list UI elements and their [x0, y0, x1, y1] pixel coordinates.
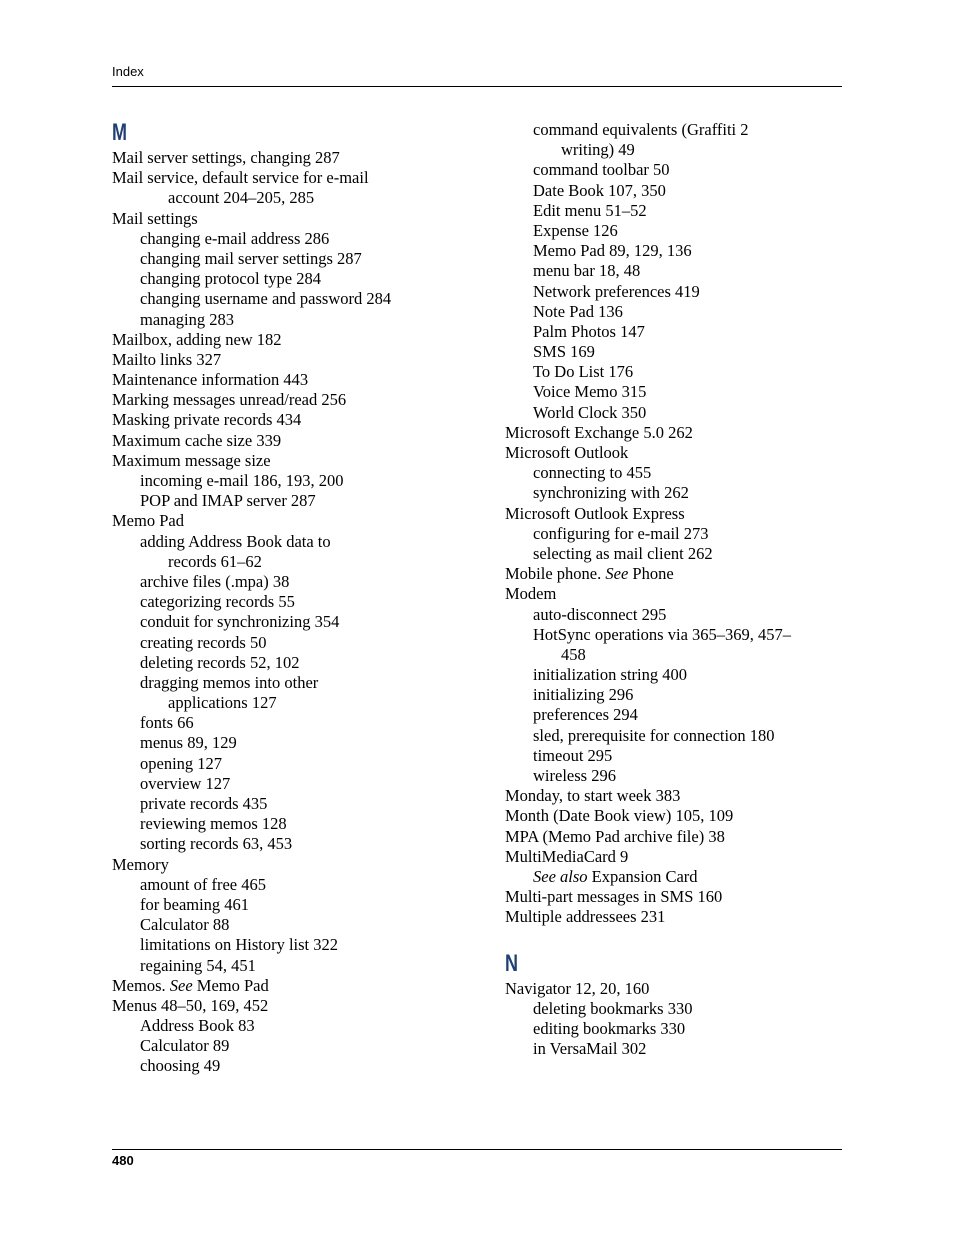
- index-subentry: overview 127: [140, 773, 231, 793]
- index-entry: Microsoft Outlook Express: [505, 503, 685, 523]
- index-entry: Microsoft Exchange 5.0 262: [505, 422, 693, 442]
- index-subentry: changing protocol type 284: [140, 269, 322, 289]
- index-subentry: Date Book 107, 350: [533, 180, 666, 200]
- index-entry: MPA (Memo Pad archive file) 38: [505, 826, 725, 846]
- index-subentry: incoming e-mail 186, 193, 200: [140, 471, 344, 490]
- index-entry: Memo Pad: [112, 511, 184, 531]
- index-entry-continuation: applications 127: [168, 693, 277, 713]
- index-entry-see: [505, 564, 845, 584]
- index-subentry: categorizing records 55: [140, 592, 295, 612]
- index-subentry: for beaming 461: [140, 894, 250, 914]
- index-entry: Monday, to start week 383: [505, 786, 681, 806]
- index-subentry: Network preferences 419: [533, 281, 700, 301]
- index-subentry: To Do List 176: [533, 362, 634, 382]
- index-subentry: Note Pad 136: [533, 301, 623, 321]
- index-entry: Month (Date Book view) 105, 109: [505, 806, 734, 826]
- index-entry: Mailto links 327: [112, 349, 222, 369]
- index-entry: Maximum message size: [112, 450, 271, 470]
- index-subentry: deleting bookmarks 330: [533, 998, 693, 1018]
- index-entry: Marking messages unread/read 256: [112, 390, 347, 410]
- index-subentry: limitations on History list 322: [140, 935, 339, 955]
- see-reference: See: [605, 564, 629, 584]
- index-entry: Mailbox, adding new 182: [112, 329, 282, 349]
- index-subentry: Address Book 83: [140, 1016, 255, 1036]
- index-subentry: conduit for synchronizing 354: [140, 612, 340, 632]
- index-subentry: menu bar 18, 48: [533, 261, 641, 281]
- index-subentry: selecting as mail client 262: [533, 543, 713, 563]
- index-subentry: sorting records 63, 453: [140, 834, 293, 854]
- index-entry: Modem: [505, 584, 557, 604]
- index-subentry: opening 127: [140, 753, 223, 773]
- see-target: Phone: [628, 564, 674, 584]
- index-subentry: connecting to 455: [533, 463, 652, 483]
- index-subentry: dragging memos into other: [140, 672, 319, 692]
- index-entry-continuation: 458: [561, 644, 586, 664]
- index-entry: Mail service, default service for e-mail: [112, 168, 369, 188]
- index-subentry: creating records 50: [140, 632, 267, 652]
- index-entry: Menus 48–50, 169, 452: [112, 995, 269, 1015]
- index-entry: Mail server settings, changing 287: [112, 148, 340, 167]
- index-entry-see-also: [505, 867, 845, 887]
- see-pre: Memos.: [112, 975, 170, 995]
- index-subentry: fonts 66: [140, 713, 194, 733]
- running-header: Index: [112, 64, 144, 79]
- index-subentry: adding Address Book data to: [140, 531, 331, 551]
- index-subentry: wireless 296: [533, 766, 616, 785]
- index-subentry: configuring for e-mail 273: [533, 523, 709, 543]
- index-entry: Navigator 12, 20, 160: [505, 978, 650, 998]
- index-subentry: private records 435: [140, 794, 268, 813]
- index-subentry: Calculator 89: [140, 1036, 230, 1056]
- index-subentry: editing bookmarks 330: [533, 1018, 686, 1038]
- index-entry-continuation: account 204–205, 285: [168, 188, 315, 208]
- index-subentry: timeout 295: [533, 745, 613, 765]
- index-subentry: preferences 294: [533, 705, 638, 725]
- index-subentry: changing e-mail address 286: [140, 228, 330, 248]
- index-subentry: initialization string 400: [533, 665, 687, 685]
- index-subentry: Calculator 88: [140, 915, 230, 935]
- index-column-left: [112, 118, 492, 1077]
- index-entry: Multi-part messages in SMS 160: [505, 887, 723, 907]
- index-entry: Microsoft Outlook: [505, 443, 629, 462]
- see-also-reference: See also: [533, 866, 588, 886]
- footer-rule: [112, 1149, 842, 1150]
- index-subentry: synchronizing with 262: [533, 483, 689, 503]
- index-subentry: deleting records 52, 102: [140, 652, 300, 672]
- index-column-right: [505, 120, 845, 1059]
- index-subentry: regaining 54, 451: [140, 955, 256, 975]
- page-number: 480: [112, 1153, 134, 1168]
- index-subentry: command toolbar 50: [533, 160, 670, 180]
- index-subentry: reviewing memos 128: [140, 814, 287, 834]
- section-letter-n: N: [505, 949, 519, 977]
- see-reference: See: [169, 975, 193, 995]
- index-entry: Maintenance information 443: [112, 370, 309, 390]
- see-target: Expansion Card: [587, 866, 698, 886]
- section-letter-m: M: [112, 119, 127, 146]
- index-subentry: Palm Photos 147: [533, 321, 645, 341]
- index-subentry: managing 283: [140, 309, 234, 329]
- index-entry: Mail settings: [112, 208, 198, 228]
- index-subentry: choosing 49: [140, 1056, 221, 1076]
- index-entry: Maximum cache size 339: [112, 430, 282, 450]
- index-entry-see: [112, 976, 492, 996]
- index-subentry: initializing 296: [533, 685, 634, 705]
- index-subentry: Voice Memo 315: [533, 382, 647, 402]
- index-subentry: changing username and password 284: [140, 289, 392, 309]
- index-subentry: SMS 169: [533, 342, 595, 362]
- index-subentry: HotSync operations via 365–369, 457–: [533, 624, 792, 644]
- index-subentry: archive files (.mpa) 38: [140, 571, 290, 591]
- see-target: Memo Pad: [192, 975, 269, 995]
- header-rule: [112, 86, 842, 87]
- index-entry: MultiMediaCard 9: [505, 846, 629, 866]
- index-subentry: in VersaMail 302: [533, 1039, 647, 1059]
- index-entry: Multiple addressees 231: [505, 907, 666, 927]
- index-entry: Memory: [112, 854, 169, 874]
- index-subentry: Memo Pad 89, 129, 136: [533, 241, 692, 261]
- index-subentry: Expense 126: [533, 220, 618, 240]
- index-entry-continuation: writing) 49: [561, 140, 635, 160]
- index-subentry: World Clock 350: [533, 402, 647, 422]
- index-subentry: auto-disconnect 295: [533, 604, 667, 624]
- index-subentry: Edit menu 51–52: [533, 200, 647, 220]
- index-subentry: sled, prerequisite for connection 180: [533, 725, 775, 745]
- index-entry-continuation: records 61–62: [168, 551, 262, 571]
- index-subentry: command equivalents (Graffiti 2: [533, 120, 749, 139]
- index-subentry: POP and IMAP server 287: [140, 491, 316, 511]
- index-subentry: menus 89, 129: [140, 733, 237, 753]
- see-pre: Mobile phone.: [505, 564, 606, 584]
- index-subentry: changing mail server settings 287: [140, 248, 362, 268]
- index-entry: Masking private records 434: [112, 410, 302, 430]
- index-subentry: amount of free 465: [140, 874, 266, 894]
